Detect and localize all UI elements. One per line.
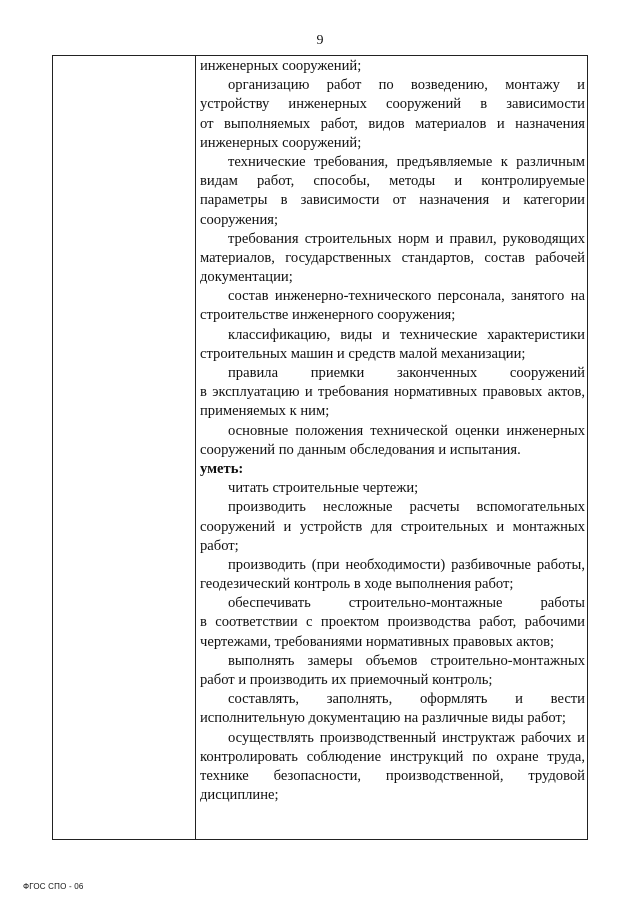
line-text: инженерных сооружений; — [200, 58, 362, 74]
line-text: осуществлять производственный инструктаж рабочих и — [228, 729, 585, 746]
line-text: инженерных сооружений; — [200, 134, 362, 151]
line-text: основные положения технической оценки инженерных — [228, 422, 585, 439]
paragraph — [200, 479, 585, 498]
requirements-table — [52, 55, 588, 840]
text-line — [200, 172, 585, 191]
paragraph — [200, 498, 585, 556]
line-text: уметь: — [200, 460, 244, 477]
text-line — [200, 306, 585, 325]
paragraph — [200, 364, 585, 422]
text-line — [200, 95, 585, 114]
line-text: строительстве инженерного сооружения; — [200, 307, 456, 324]
text-line — [200, 671, 585, 690]
line-text: технические требования, предъявляемые к различным — [228, 153, 585, 170]
paragraph — [200, 422, 585, 460]
text-line — [200, 115, 585, 134]
paragraph — [200, 690, 585, 728]
paragraph — [200, 76, 585, 153]
paragraph — [200, 652, 585, 690]
text-line — [200, 230, 585, 249]
text-line — [200, 345, 585, 364]
text-line — [200, 786, 585, 805]
line-text: сооружения; — [200, 211, 279, 228]
line-text: требования строительных норм и правил, руководящих — [228, 230, 585, 247]
text-line — [200, 767, 585, 786]
text-line — [200, 364, 585, 383]
text-line — [200, 402, 585, 421]
text-line — [200, 383, 585, 402]
text-line — [200, 748, 585, 767]
table-right-column — [200, 57, 585, 805]
line-text: классификацию, виды и технические характеристики — [228, 326, 585, 343]
text-line — [200, 518, 585, 537]
line-text: исполнительную документацию на различные виды работ; — [200, 710, 566, 727]
paragraph — [200, 556, 585, 594]
line-text: обеспечивать строительно-монтажные работы — [228, 595, 585, 612]
paragraph — [200, 594, 585, 652]
paragraph — [200, 729, 585, 806]
text-line — [200, 153, 585, 172]
text-line — [200, 613, 585, 632]
paragraph — [200, 57, 585, 76]
line-text: дисциплине; — [200, 787, 279, 804]
text-line — [200, 249, 585, 268]
line-text: правила приемки законченных сооружений — [228, 365, 585, 381]
text-line — [200, 729, 585, 748]
text-line — [200, 575, 585, 594]
paragraph — [200, 460, 585, 479]
text-line — [200, 287, 585, 306]
text-line — [200, 57, 585, 76]
footer-label: ФГОС СПО - 06 — [23, 882, 84, 891]
line-text: читать строительные чертежи; — [228, 480, 419, 497]
table-left-column — [53, 56, 196, 839]
line-text: производить несложные расчеты вспомогательных — [228, 499, 585, 516]
line-text: от выполняемых работ, видов материалов и назначения — [200, 115, 585, 132]
line-text: сооружений и устройств для строительных и монтажных — [200, 518, 585, 535]
text-line — [200, 556, 585, 575]
line-text: организацию работ по возведению, монтажу и — [228, 77, 585, 94]
text-line — [200, 134, 585, 153]
line-text: контролировать соблюдение инструкций по охране труда, — [200, 748, 585, 765]
line-text: в соответствии с проектом производства работ, рабочими — [200, 614, 585, 631]
line-text: материалов, государственных стандартов, состав рабочей — [200, 249, 585, 266]
text-line — [200, 690, 585, 709]
text-line — [200, 652, 585, 671]
text-line — [200, 537, 585, 556]
text-line — [200, 268, 585, 287]
line-text: строительных машин и средств малой механизации; — [200, 345, 526, 362]
line-text: сооружений по данным обследования и испытания. — [200, 441, 521, 458]
text-line — [200, 498, 585, 517]
line-text: применяемых к ним; — [200, 403, 330, 420]
line-text: составлять, заполнять, оформлять и вести — [228, 691, 585, 708]
line-text: в эксплуатацию и требования нормативных правовых актов, — [200, 384, 585, 401]
line-text: работ; — [200, 537, 239, 554]
paragraph — [200, 287, 585, 325]
paragraph — [200, 230, 585, 288]
line-text: устройству инженерных сооружений в зависимости — [200, 96, 585, 113]
text-line — [200, 422, 585, 441]
text-line — [200, 191, 585, 210]
text-line — [200, 709, 585, 728]
line-text: параметры в зависимости от назначения и категории — [200, 192, 585, 209]
section-heading — [200, 460, 585, 479]
line-text: геодезический контроль в ходе выполнения работ; — [200, 576, 514, 593]
line-text: состав инженерно-технического персонала, занятого на — [228, 288, 585, 305]
line-text: производить (при необходимости) разбивочные работы, — [228, 556, 585, 573]
text-line — [200, 633, 585, 652]
page-number: 9 — [316, 33, 324, 48]
paragraph — [200, 326, 585, 364]
text-line — [200, 76, 585, 95]
text-line — [200, 441, 585, 460]
line-text: видам работ, способы, методы и контролируемые — [200, 173, 585, 190]
text-line — [200, 594, 585, 613]
line-text: технике безопасности, производственной, трудовой — [200, 767, 585, 784]
text-line — [200, 479, 585, 498]
paragraph — [200, 153, 585, 230]
text-line — [200, 211, 585, 230]
line-text: выполнять замеры объемов строительно-монтажных — [228, 652, 585, 669]
line-text: документации; — [200, 269, 293, 286]
line-text: чертежами, требованиями нормативных правовых актов; — [200, 633, 555, 650]
line-text: работ и производить их приемочный контроль; — [200, 672, 493, 688]
text-line — [200, 326, 585, 345]
